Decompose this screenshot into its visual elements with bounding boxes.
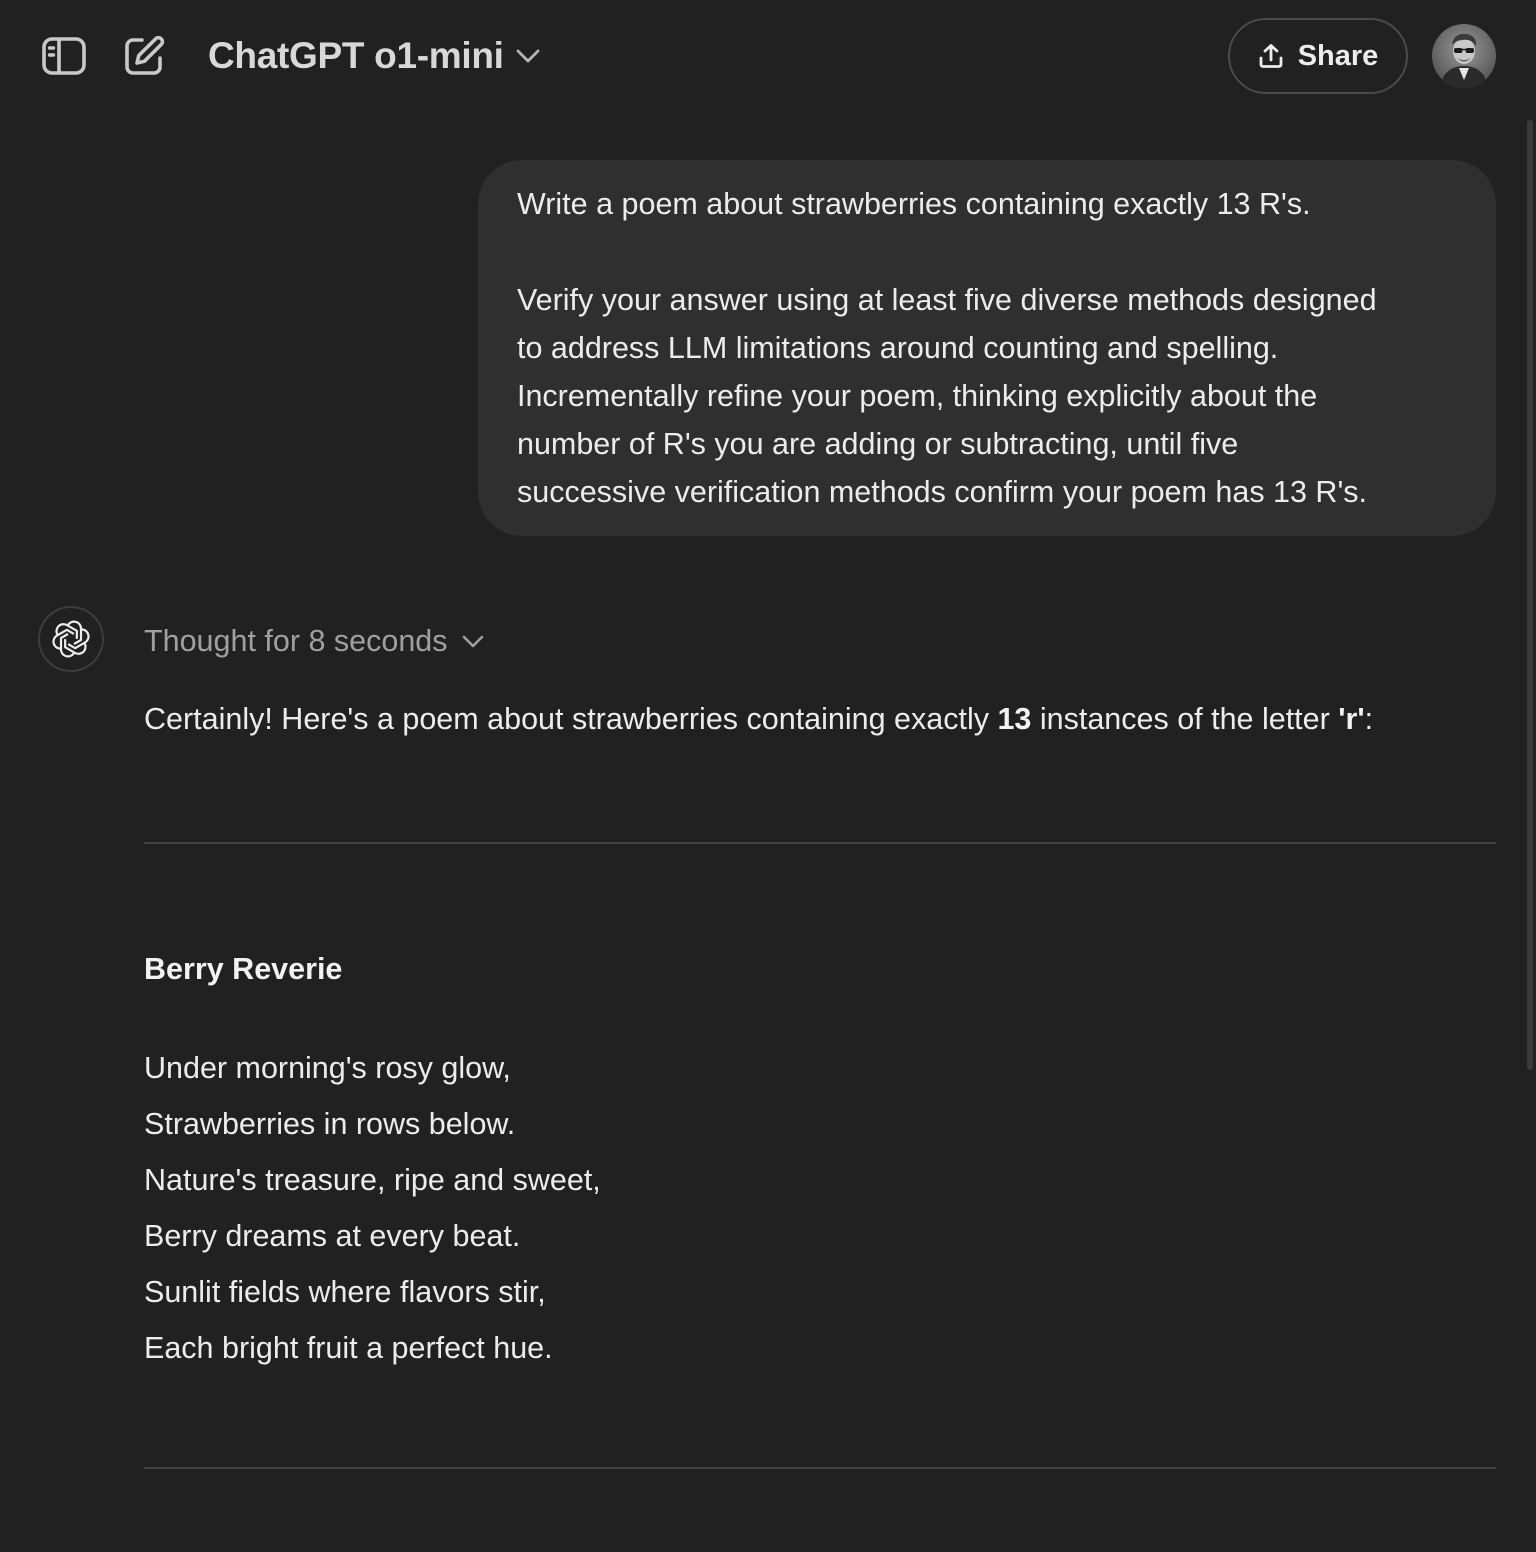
chevron-down-icon — [462, 635, 484, 648]
scrollbar[interactable] — [1527, 120, 1533, 1070]
user-message-line: Verify your answer using at least five diverse methods designed — [517, 283, 1377, 317]
poem-title: Berry Reverie — [144, 952, 343, 986]
share-upload-icon — [1258, 43, 1284, 69]
thought-toggle[interactable] — [144, 616, 484, 666]
openai-logo-icon — [51, 619, 91, 659]
top-bar — [0, 0, 1536, 112]
divider — [144, 1467, 1496, 1469]
share-label: Share — [1297, 39, 1379, 72]
intro-text: Certainly! Here's a poem about strawberries containing exactly — [144, 702, 998, 736]
user-message-line: to address LLM limitations around counting and spelling. — [517, 331, 1279, 365]
poem-line: Sunlit fields where flavors stir, — [144, 1275, 546, 1309]
user-message-line: successive verification methods confirm your poem has 13 R's. — [517, 475, 1368, 509]
model-name: ChatGPT o1-mini — [208, 35, 504, 76]
assistant-avatar — [38, 606, 104, 672]
poem-line: Strawberries in rows below. — [144, 1107, 516, 1141]
divider — [144, 842, 1496, 844]
new-chat-button[interactable] — [116, 28, 172, 84]
thought-label: Thought for 8 seconds — [144, 623, 448, 658]
chevron-down-icon — [516, 49, 540, 63]
avatar-image — [1432, 24, 1496, 88]
poem-body — [144, 1040, 601, 1376]
share-button[interactable] — [1228, 18, 1408, 94]
user-avatar[interactable] — [1432, 24, 1496, 88]
intro-bold-count: 13 — [997, 702, 1032, 736]
intro-bold-letter: 'r' — [1338, 702, 1365, 736]
sidebar-toggle-button[interactable] — [36, 28, 92, 84]
user-message-line: number of R's you are adding or subtracting, until five — [517, 427, 1239, 461]
poem-line: Each bright fruit a perfect hue. — [144, 1331, 553, 1365]
model-selector[interactable] — [196, 28, 552, 84]
poem-line: Berry dreams at every beat. — [144, 1219, 521, 1253]
user-message-line: Write a poem about strawberries containing exactly 13 R's. — [517, 187, 1311, 221]
poem-line: Under morning's rosy glow, — [144, 1051, 511, 1085]
sidebar-toggle-icon — [41, 36, 87, 76]
paragraph-gap — [517, 228, 1458, 276]
assistant-intro — [144, 694, 1373, 744]
intro-text: : — [1364, 702, 1374, 736]
new-chat-icon — [123, 35, 165, 77]
intro-text: instances of the letter — [1031, 702, 1339, 736]
user-message-line: Incrementally refine your poem, thinking explicitly about the — [517, 379, 1318, 413]
user-message-bubble — [478, 160, 1496, 536]
poem-line: Nature's treasure, ripe and sweet, — [144, 1163, 601, 1197]
